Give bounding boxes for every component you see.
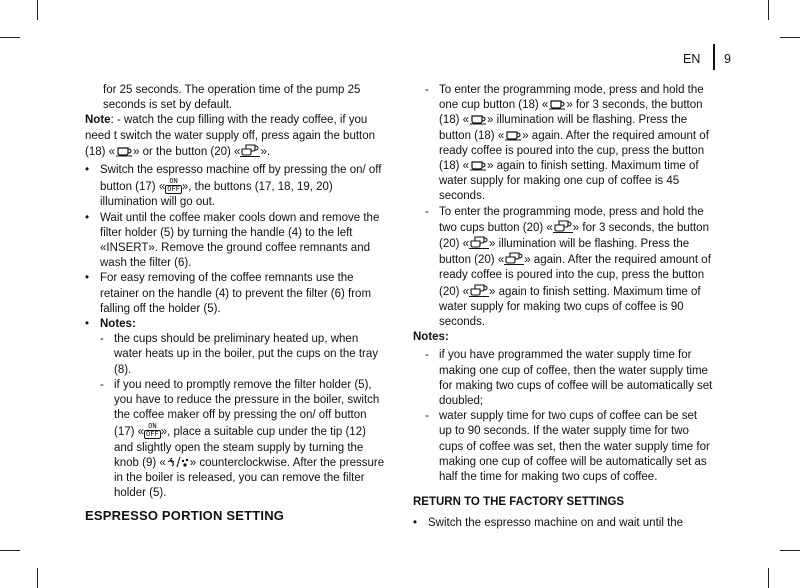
step-two-cups-programming bbox=[413, 205, 713, 331]
bullet-text: Switch the espresso machine on and wait until the bbox=[428, 517, 684, 530]
bullet-remnants bbox=[85, 271, 385, 317]
notes-label: Notes: bbox=[100, 318, 136, 331]
right-column bbox=[413, 83, 713, 532]
note-paragraph bbox=[85, 113, 385, 160]
bullet-icon: • bbox=[85, 272, 90, 285]
bullet-icon: • bbox=[85, 318, 90, 331]
crop-mark-bottom-right bbox=[768, 568, 769, 588]
note-item-text: if you need to promptly remove the filter holder (5), you have to reduce the pressure in the boiler, switch the coffee maker off by pressing the on/ off button (17) « bbox=[114, 378, 380, 439]
notes-label: Notes: bbox=[413, 331, 449, 344]
crop-mark-left-bottom bbox=[0, 550, 20, 551]
step-one-cup-programming bbox=[413, 83, 713, 205]
bullet-icon: • bbox=[413, 517, 418, 530]
language-label: EN bbox=[683, 52, 701, 66]
paragraph-pump-time: for 25 seconds. The operation time of the pump 25 seconds is set by default. bbox=[103, 84, 361, 112]
two-cups-icon bbox=[469, 236, 489, 249]
bullet-switch-off bbox=[85, 163, 385, 211]
one-cup-icon bbox=[504, 129, 522, 141]
section-heading-factory-settings: RETURN TO THE FACTORY SETTINGS bbox=[413, 496, 625, 509]
note-text-1: : - watch the cup filling with the ready coffee, if you need t switch the water supply off, press again the button (18) « bbox=[85, 114, 376, 158]
dash-marker: - bbox=[425, 84, 429, 96]
step-text: » again. After the required amount of ready coffee is poured into the cup, press the button (20) « bbox=[439, 254, 711, 298]
one-cup-icon bbox=[469, 159, 487, 171]
steam-knob-icon bbox=[166, 456, 190, 468]
crop-mark-top-right bbox=[768, 0, 769, 20]
step-text: » illumination will be flashing. Press the button (20) « bbox=[439, 238, 690, 267]
dash-marker: - bbox=[425, 349, 429, 362]
note-item-preheat bbox=[100, 332, 385, 378]
section-heading-espresso-portion: ESPRESSO PORTION SETTING bbox=[85, 508, 285, 524]
note-text-2: » or the button (20) « bbox=[133, 145, 241, 158]
step-text: » illumination will be flashing. Press the button (18) « bbox=[439, 114, 688, 142]
bullet-text: Wait until the coffee maker cools down and remove the filter holder (5) by turning the handle (4) to the left «INSERT». Remove the ground coffee remnants and wash the filter (6). bbox=[100, 211, 380, 270]
on-off-icon: ON OFF bbox=[167, 177, 180, 194]
bullet-icon: • bbox=[85, 211, 90, 224]
one-cup-icon bbox=[469, 113, 487, 125]
bullet-notes bbox=[85, 317, 385, 332]
crop-mark-right-top bbox=[780, 37, 800, 38]
dash-marker: - bbox=[425, 205, 429, 218]
two-cups-icon bbox=[240, 144, 260, 157]
step-text: » for 3 seconds, the button (18) « bbox=[439, 99, 703, 127]
dash-marker: - bbox=[100, 333, 104, 346]
step-text: » again to finish setting. Maximum time of water supply for making one cup of coffee is 45 seconds. bbox=[439, 160, 699, 203]
two-cups-icon bbox=[504, 252, 524, 265]
bullet-cool-down bbox=[85, 211, 385, 272]
crop-mark-left-top bbox=[0, 37, 20, 38]
bullet-text: Switch the espresso machine off by pressing the on/ off button (17) « bbox=[100, 164, 382, 194]
two-cups-icon bbox=[469, 284, 489, 297]
bullet-text: For easy removing of the coffee remnants use the retainer on the handle (4) to prevent the filter (6) from falling off the holder (5). bbox=[100, 272, 372, 315]
note-item-text-cont: », place a suitable cup under the tip (12) and slightly open the steam supply by turning the knob (9) « bbox=[114, 426, 366, 469]
two-cups-icon bbox=[553, 220, 573, 233]
step-text: To enter the programming mode, press and hold the one cup button (18) « bbox=[439, 84, 704, 112]
page-number: 9 bbox=[724, 52, 731, 66]
step-text: To enter the programming mode, press and hold the two cups button (20) « bbox=[439, 205, 704, 234]
left-column bbox=[85, 83, 385, 524]
crop-mark-top-left bbox=[37, 0, 38, 20]
step-text: » again. After the required amount of ready coffee is poured into the cup, press the button (18) « bbox=[439, 129, 709, 173]
note-text-3: ». bbox=[260, 145, 271, 158]
crop-mark-bottom-left bbox=[37, 568, 38, 588]
note-label: Note bbox=[85, 114, 111, 127]
dash-marker: - bbox=[425, 410, 429, 423]
bullet-text-cont: », the buttons (17, 18, 19, 20) illumination will go out. bbox=[100, 181, 333, 209]
note-item-text: if you have programmed the water supply time for making one cup of coffee, then the water supply time for making two cups of coffee will be automatically set doubled; bbox=[439, 349, 713, 408]
bullet-switch-on bbox=[413, 516, 713, 531]
note-item-doubled bbox=[413, 348, 713, 409]
crop-mark-right-bottom bbox=[780, 550, 800, 551]
header-divider bbox=[713, 44, 715, 70]
on-off-icon: ON OFF bbox=[146, 422, 159, 439]
note-item-remove-holder bbox=[100, 378, 385, 502]
step-text: » again to finish setting. Maximum time of water supply for making two cups of coffee is 90 seconds. bbox=[439, 285, 701, 329]
dash-marker: - bbox=[100, 378, 104, 391]
step-text: » for 3 seconds, the button (20) « bbox=[439, 221, 709, 251]
note-item-text: the cups should be preliminary heated up, when water heats up in the boiler, put the cups on the tray (8). bbox=[114, 333, 379, 376]
bullet-icon: • bbox=[85, 164, 90, 177]
one-cup-icon bbox=[548, 98, 566, 110]
note-item-text-end: » counterclockwise. After the pressure in the boiler is released, you can remove the filter holder (5). bbox=[114, 456, 385, 500]
note-item-90-seconds bbox=[413, 409, 713, 485]
note-item-text: water supply time for two cups of coffee can be set up to 90 seconds. If the water supply time for two cups of coffee was set, then the water supply time for making one cup of coffee will be automatically set as half the time for making two cups of coffee. bbox=[439, 410, 710, 484]
one-cup-icon bbox=[115, 145, 133, 157]
